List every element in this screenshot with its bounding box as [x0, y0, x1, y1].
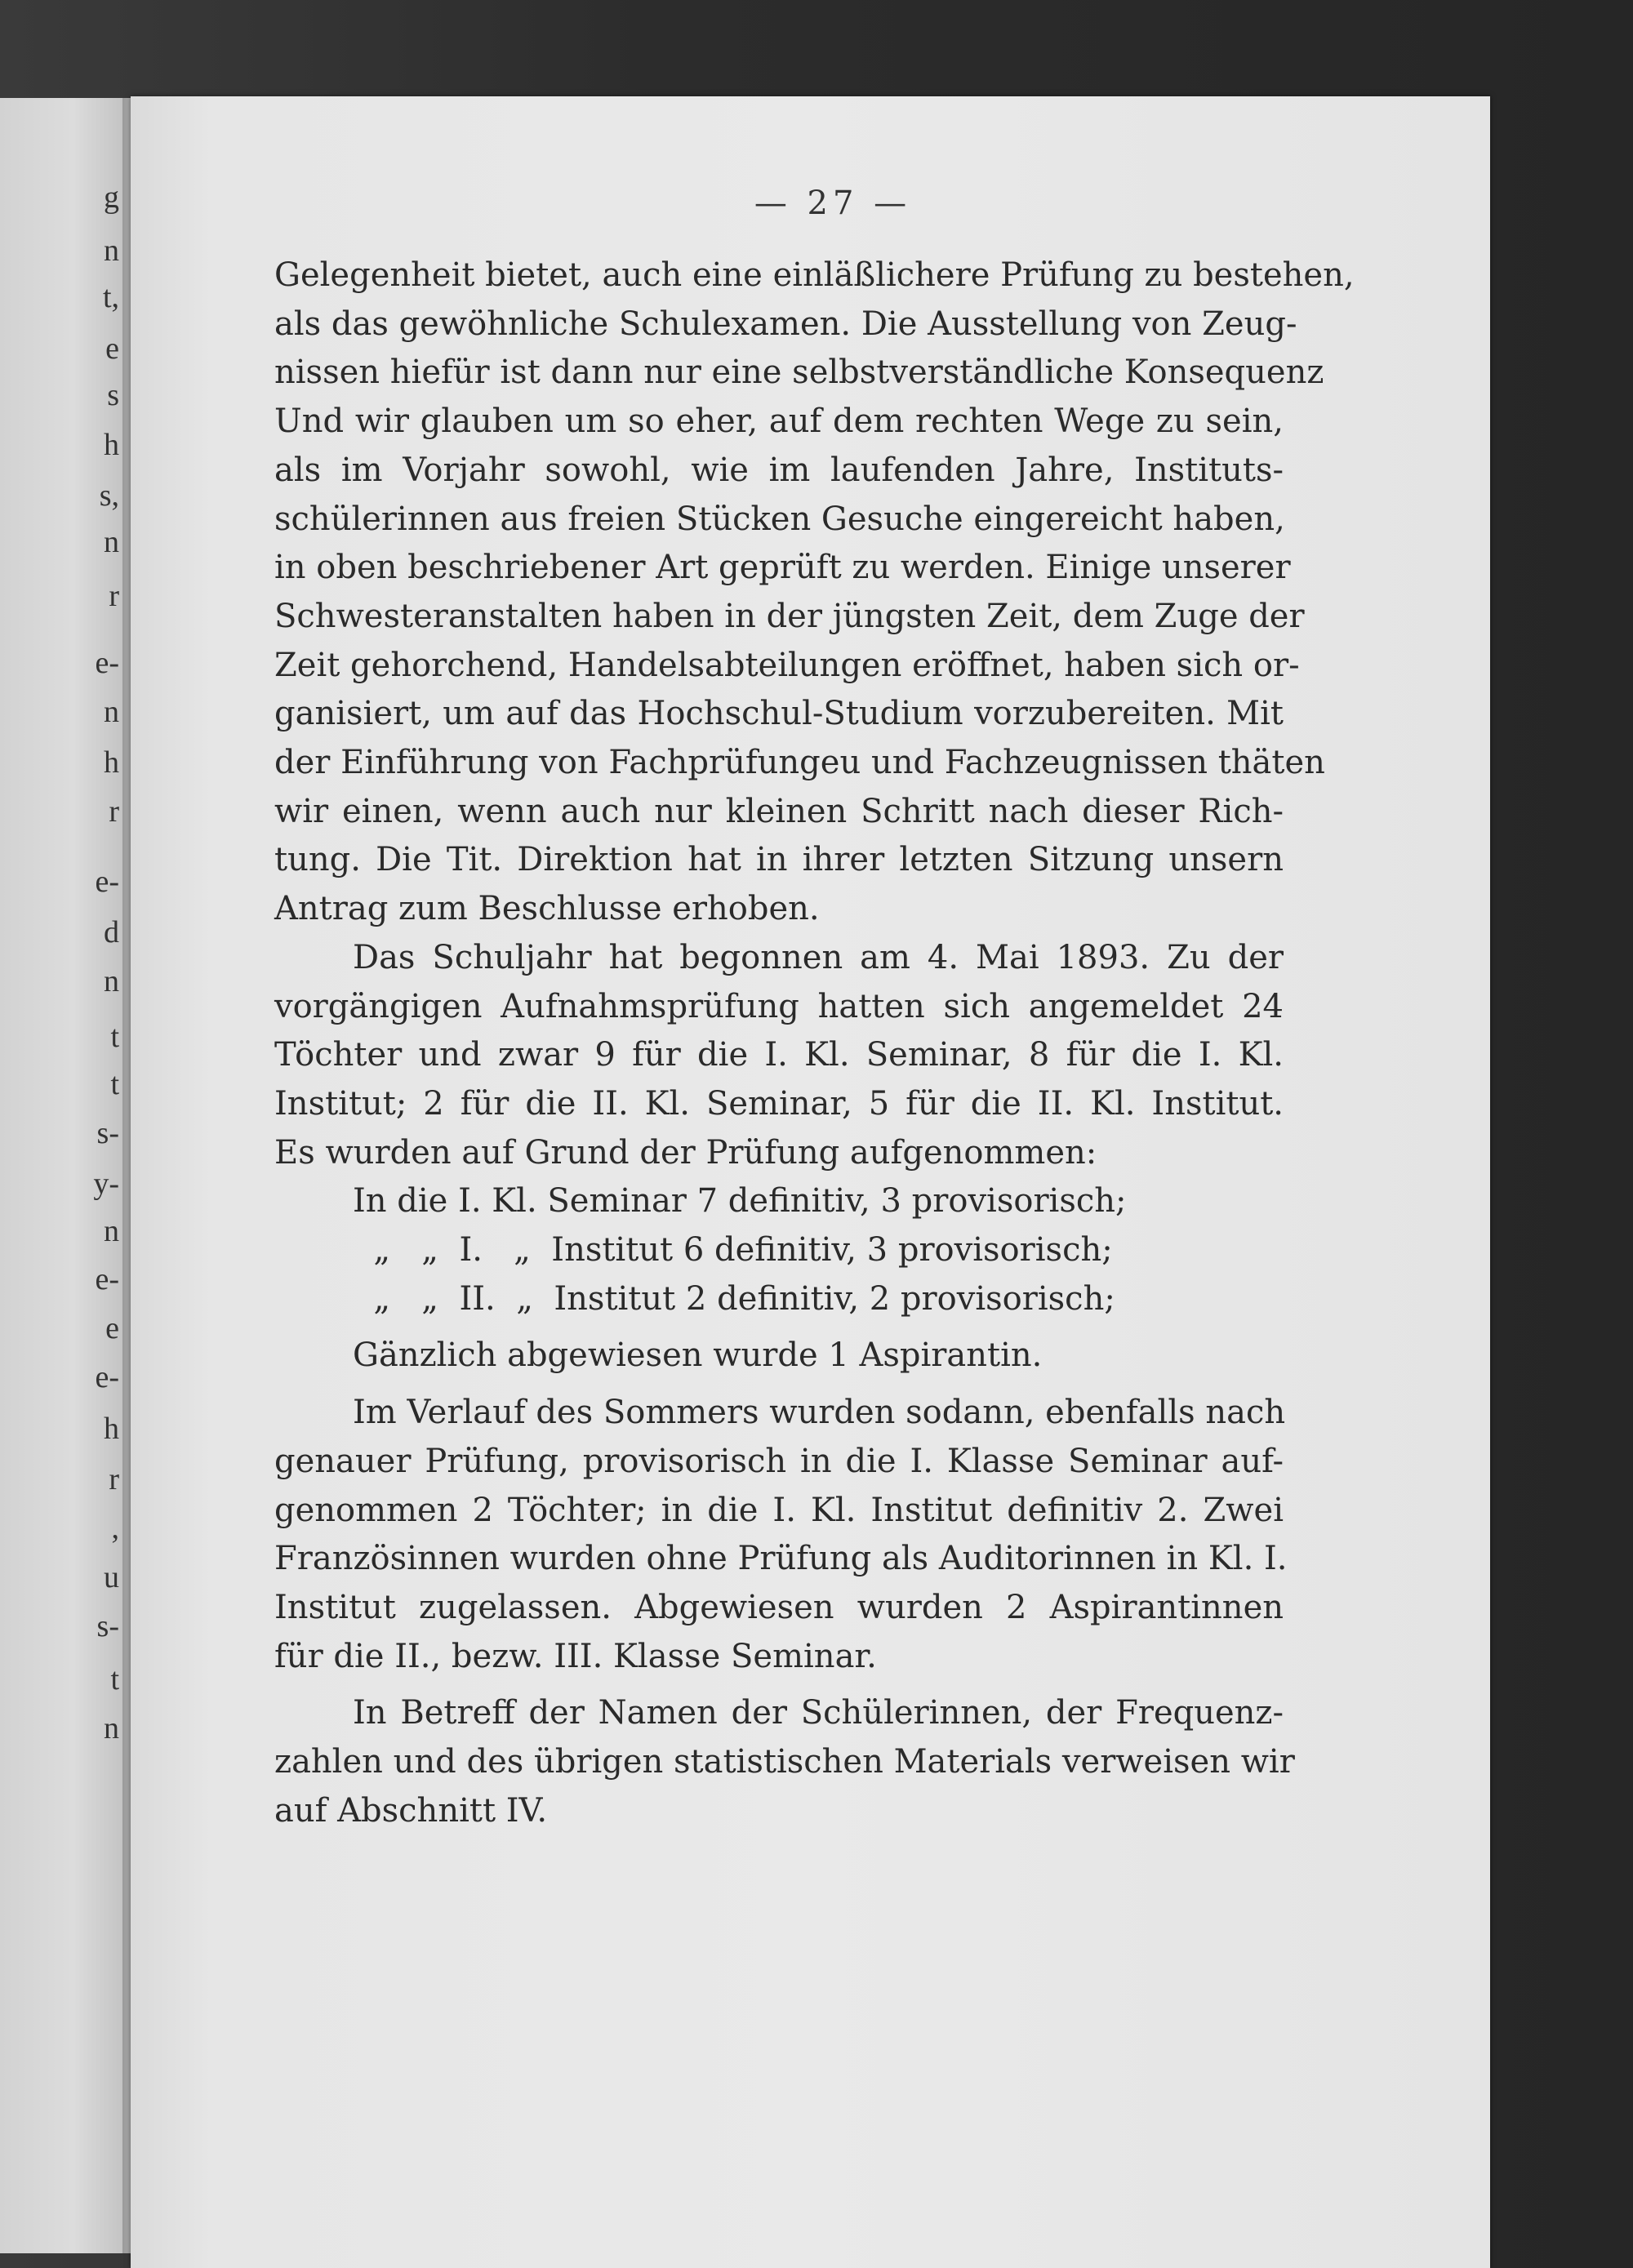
left-page-fragment: ,	[111, 1511, 119, 1545]
paragraph-3	[274, 1389, 1288, 1681]
text-line: als im Vorjahr sowohl, wie im laufenden Jahre, Instituts-	[274, 451, 1284, 489]
text-line: genauer Prüfung, provisorisch in die I. Klasse Seminar auf-	[274, 1442, 1284, 1480]
left-page-fragment: r	[109, 1462, 119, 1496]
left-page-fragment: t	[110, 1020, 119, 1054]
text-line: Im Verlauf des Sommers wurden sodann, ebenfalls nach	[353, 1394, 1286, 1432]
text-line: Zeit gehorchend, Handelsabteilungen eröffnet, haben sich or-	[274, 646, 1300, 684]
text-line: als das gewöhnliche Schulexamen. Die Ausstellung von Zeug-	[274, 305, 1297, 343]
text-line: Schwesteranstalten haben in der jüngsten Zeit, dem Zuge der	[274, 597, 1305, 635]
left-page-fragment: s,	[99, 478, 119, 513]
left-page-fragment: e	[105, 1311, 119, 1345]
text-line: schülerinnen aus freien Stücken Gesuche eingereicht haben,	[274, 500, 1285, 538]
text-line: Das Schuljahr hat begonnen am 4. Mai 1893. Zu der	[353, 938, 1284, 976]
text-line: der Einführung von Fachprüfungeu und Fachzeugnissen thäten	[274, 744, 1325, 782]
paragraph-4	[274, 1689, 1295, 1835]
left-page-fragment: e-	[95, 1262, 119, 1296]
list-item: „ „ I. „ Institut 6 definitiv, 3 provisorisch;	[353, 1231, 1113, 1270]
paragraph-1	[274, 251, 1355, 934]
left-page-fragment: y-	[93, 1167, 119, 1201]
text-line: für die II., bezw. III. Klasse Seminar.	[274, 1637, 877, 1675]
left-page-fragment: h	[104, 745, 119, 780]
text-line: Töchter und zwar 9 für die I. Kl. Seminar, 8 für die I. Kl.	[274, 1036, 1284, 1074]
text-line: nissen hiefür ist dann nur eine selbstverständliche Konsequenz	[274, 354, 1324, 392]
text-line: in oben beschriebener Art geprüft zu werden. Einige unserer	[274, 549, 1291, 587]
text-line: Es wurden auf Grund der Prüfung aufgenommen:	[274, 1133, 1097, 1172]
left-page-fragment: e-	[95, 865, 119, 899]
left-page-fragment: n	[104, 1711, 119, 1745]
text-line: ganisiert, um auf das Hochschul-Studium vorzubereiten. Mit	[274, 695, 1284, 733]
text-line: Gelegenheit bietet, auch eine einläßlichere Prüfung zu bestehen,	[274, 256, 1355, 294]
text-line: Institut zugelassen. Abgewiesen wurden 2 Aspirantinnen	[274, 1588, 1284, 1626]
left-page-fragment: s-	[96, 1116, 119, 1150]
text-line: In Betreff der Namen der Schülerinnen, der Frequenz-	[353, 1694, 1284, 1732]
text-line: zahlen und des übrigen statistischen Materials verweisen wir	[274, 1743, 1295, 1781]
rejected-line: Gänzlich abgewiesen wurde 1 Aspirantin.	[353, 1336, 1043, 1375]
left-page-fragment: t	[110, 1067, 119, 1101]
text-line: tung. Die Tit. Direktion hat in ihrer letzten Sitzung unsern	[274, 841, 1284, 879]
left-page-edge	[0, 98, 122, 2253]
left-page-fragment: r	[109, 794, 119, 829]
left-page-fragment: n	[104, 695, 119, 729]
paragraph-2	[274, 934, 1284, 1178]
text-line: vorgängigen Aufnahmsprüfung hatten sich angemeldet 24	[274, 987, 1284, 1025]
book-page	[131, 96, 1490, 2268]
left-page-fragment: e-	[95, 1360, 119, 1394]
left-page-fragment: u	[104, 1560, 119, 1594]
left-page-fragment: h	[104, 428, 119, 462]
text-line: auf Abschnitt IV.	[274, 1791, 548, 1830]
left-page-fragment: s-	[96, 1609, 119, 1643]
left-page-fragment: n	[104, 233, 119, 268]
left-page-fragment: t	[110, 1662, 119, 1697]
left-page-fragment: n	[104, 964, 119, 998]
admission-list	[274, 1177, 1284, 1323]
left-page-fragment: t,	[102, 280, 119, 314]
list-item: In die I. Kl. Seminar 7 definitiv, 3 provisorisch;	[353, 1182, 1127, 1221]
left-page-fragment: e-	[95, 646, 119, 680]
text-line: Und wir glauben um so eher, auf dem rechten Wege zu sein,	[274, 402, 1284, 441]
left-page-fragment: s	[107, 378, 119, 412]
text-line: Institut; 2 für die II. Kl. Seminar, 5 für die II. Kl. Institut.	[274, 1084, 1284, 1123]
text-line: wir einen, wenn auch nur kleinen Schritt nach dieser Rich-	[274, 792, 1284, 830]
text-line: Französinnen wurden ohne Prüfung als Auditorinnen in Kl. I.	[274, 1540, 1288, 1578]
left-page-fragment: g	[104, 180, 119, 215]
left-page-fragment: d	[104, 915, 119, 949]
left-page-fragment: n	[104, 525, 119, 559]
text-line: genommen 2 Töchter; in die I. Kl. Institut definitiv 2. Zwei	[274, 1491, 1284, 1529]
left-page-fragment: e	[105, 331, 119, 366]
page-text	[274, 251, 1355, 1836]
left-page-fragment: n	[104, 1214, 119, 1248]
left-page-fragment: r	[109, 579, 119, 613]
text-line: Antrag zum Beschlusse erhoben.	[274, 890, 820, 928]
list-item: „ „ II. „ Institut 2 definitiv, 2 provisorisch;	[353, 1279, 1115, 1318]
left-page-fragment: h	[104, 1412, 119, 1446]
page-number: — 27 —	[754, 185, 912, 222]
